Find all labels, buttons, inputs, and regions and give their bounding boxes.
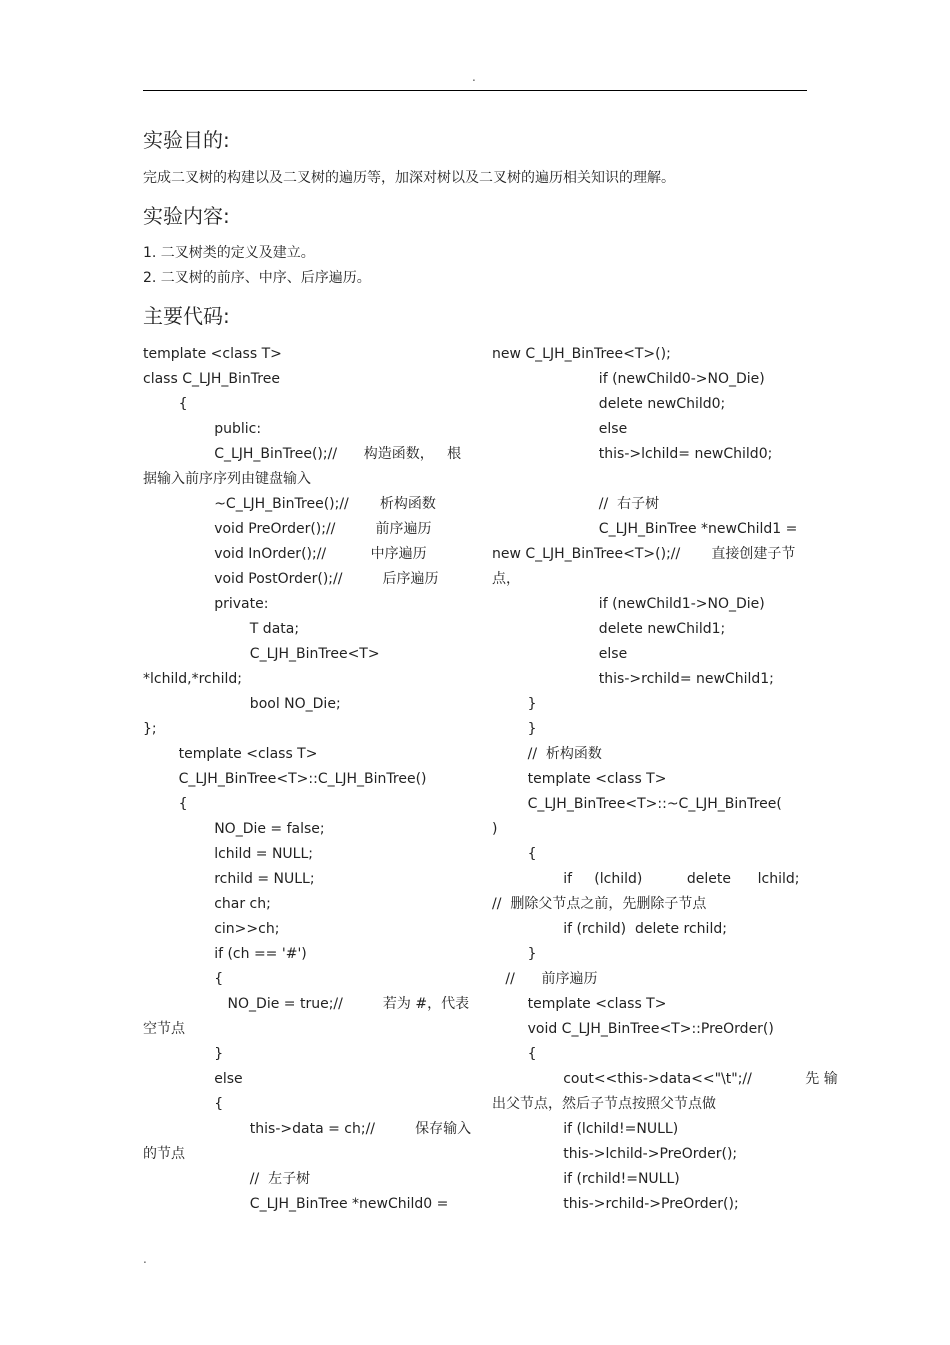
- code-line: // 左子树: [143, 1171, 311, 1187]
- code-title: 主要代码:: [143, 304, 230, 328]
- code-line: template <class T>: [143, 746, 318, 762]
- code-line: void InOrder();// 中序遍历: [143, 546, 427, 562]
- code-line: }: [492, 721, 537, 737]
- code-line: 空节点: [143, 1021, 185, 1037]
- code-line: C_LJH_BinTree<T>: [143, 646, 380, 662]
- code-line: ~C_LJH_BinTree();// 析构函数: [143, 496, 436, 512]
- content-item-1: 1. 二叉树类的定义及建立。: [143, 245, 315, 261]
- code-line: // 前序遍历: [492, 971, 598, 987]
- code-line: 出父节点，然后子节点按照父节点做: [492, 1096, 716, 1112]
- code-line: };: [143, 721, 157, 737]
- code-line: C_LJH_BinTree<T>::C_LJH_BinTree(): [143, 771, 427, 787]
- code-line: bool NO_Die;: [143, 696, 341, 712]
- content-title: 实验内容:: [143, 204, 230, 228]
- code-column-left: [143, 342, 472, 1217]
- code-line: C_LJH_BinTree<T>::~C_LJH_BinTree(: [492, 796, 782, 812]
- code-line: cout<<this->data<<"\t";// 先 输: [492, 1071, 838, 1087]
- code-line: C_LJH_BinTree *newChild0 =: [143, 1196, 449, 1212]
- code-line: {: [143, 396, 188, 412]
- code-line: if (lchild) delete lchild;: [492, 871, 800, 887]
- code-line: template <class T>: [143, 346, 282, 362]
- code-line: if (newChild0->NO_Die): [492, 371, 765, 387]
- code-line: 的节点: [143, 1146, 185, 1162]
- code-line: {: [143, 971, 224, 987]
- code-line: this->rchild= newChild1;: [492, 671, 774, 687]
- code-line: char ch;: [143, 896, 271, 912]
- code-line: 据输入前序序列由键盘输入: [143, 471, 311, 487]
- code-line: }: [492, 946, 537, 962]
- code-line: {: [143, 1096, 224, 1112]
- code-line: this->data = ch;// 保存输入: [143, 1121, 472, 1137]
- code-line: }: [492, 696, 537, 712]
- code-line: // 右子树: [492, 496, 660, 512]
- code-line: template <class T>: [492, 771, 667, 787]
- code-line: public:: [143, 421, 262, 437]
- code-line: rchild = NULL;: [143, 871, 315, 887]
- code-line: C_LJH_BinTree *newChild1 =: [492, 521, 798, 537]
- header-dot: .: [472, 70, 476, 84]
- code-line: if (ch == '#'): [143, 946, 307, 962]
- code-line: 点，: [492, 571, 520, 587]
- code-line: *lchild,*rchild;: [143, 671, 242, 687]
- code-line: class C_LJH_BinTree: [143, 371, 280, 387]
- code-line: if (rchild!=NULL): [492, 1171, 680, 1187]
- footer-dot: .: [143, 1252, 147, 1266]
- code-line: if (rchild) delete rchild;: [492, 921, 727, 937]
- code-line: // 析构函数: [492, 746, 602, 762]
- code-line: this->lchild->PreOrder();: [492, 1146, 738, 1162]
- code-line: else: [143, 1071, 243, 1087]
- code-line: template <class T>: [492, 996, 667, 1012]
- code-line: else: [492, 646, 628, 662]
- code-line: new C_LJH_BinTree<T>();// 直接创建子节: [492, 546, 796, 562]
- code-line: {: [143, 796, 188, 812]
- code-line: this->rchild->PreOrder();: [492, 1196, 739, 1212]
- code-line: this->lchild= newChild0;: [492, 446, 773, 462]
- code-line: cin>>ch;: [143, 921, 280, 937]
- code-line: private:: [143, 596, 269, 612]
- header-rule: [143, 90, 807, 91]
- code-line: C_LJH_BinTree();// 构造函数， 根: [143, 446, 462, 462]
- purpose-title: 实验目的:: [143, 128, 230, 152]
- code-line: if (lchild!=NULL): [492, 1121, 679, 1137]
- code-line: new C_LJH_BinTree<T>();: [492, 346, 671, 362]
- code-line: delete newChild0;: [492, 396, 726, 412]
- code-line: delete newChild1;: [492, 621, 726, 637]
- code-column-right: [492, 342, 838, 1217]
- purpose-text: 完成二叉树的构建以及二叉树的遍历等，加深对树以及二叉树的遍历相关知识的理解。: [143, 170, 675, 186]
- code-line: void PreOrder();// 前序遍历: [143, 521, 432, 537]
- content-item-2: 2. 二叉树的前序、中序、后序遍历。: [143, 270, 371, 286]
- code-line: T data;: [143, 621, 300, 637]
- code-line: {: [492, 846, 537, 862]
- code-line: NO_Die = false;: [143, 821, 325, 837]
- code-line: // 删除父节点之前，先删除子节点: [492, 896, 707, 912]
- code-line: lchild = NULL;: [143, 846, 313, 862]
- code-line: if (newChild1->NO_Die): [492, 596, 765, 612]
- code-line: ): [492, 821, 498, 837]
- code-line: {: [492, 1046, 537, 1062]
- code-line: }: [143, 1046, 224, 1062]
- code-line: NO_Die = true;// 若为 #，代表: [143, 996, 470, 1012]
- code-line: [492, 467, 812, 492]
- code-line: else: [492, 421, 628, 437]
- code-line: void C_LJH_BinTree<T>::PreOrder(): [492, 1021, 774, 1037]
- code-line: void PostOrder();// 后序遍历: [143, 571, 439, 587]
